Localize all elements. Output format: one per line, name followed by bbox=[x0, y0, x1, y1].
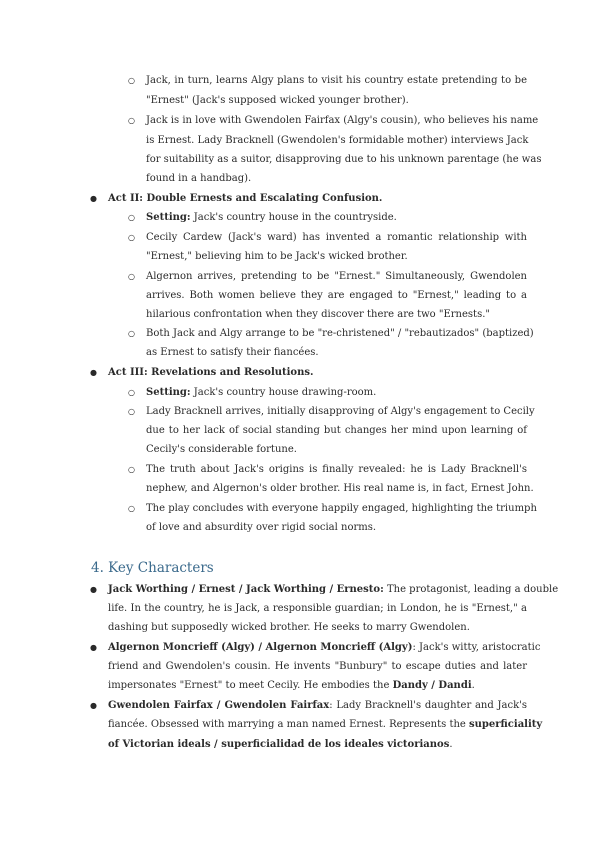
bold-term: superficiality bbox=[469, 719, 543, 730]
character-line bbox=[108, 583, 559, 596]
text-line: Lady Bracknell arrives, initially disapproving of Algy's engagement to Cecily bbox=[146, 406, 535, 417]
character-desc: The protagonist, leading a double bbox=[383, 584, 559, 595]
text-line: hilarious confrontation when they discover there are two "Ernests." bbox=[146, 309, 490, 320]
text-line bbox=[108, 718, 543, 731]
text-line: life. In the country, he is Jack, a responsible guardian; in London, he is "Ernest," a bbox=[108, 603, 527, 614]
text-line: Cecily's considerable fortune. bbox=[146, 444, 297, 455]
text-span: impersonates "Ernest" to meet Cecily. He embodies the bbox=[108, 680, 393, 691]
text-line: for suitability as a suitor, disapproving due to his unknown parentage (he was bbox=[146, 154, 542, 165]
text-line: of love and absurdity over rigid social norms. bbox=[146, 522, 377, 533]
text-line: found in a handbag). bbox=[146, 173, 252, 184]
section-heading: 4. Key Characters bbox=[91, 560, 214, 576]
character-name: Algernon Moncrieff (Algy) / Algernon Moncrieff (Algy) bbox=[108, 642, 413, 653]
text-line bbox=[108, 738, 453, 751]
hollow-bullet-icon: ○ bbox=[128, 504, 135, 513]
setting-label: Setting: bbox=[146, 387, 191, 398]
character-desc: : Jack's witty, aristocratic bbox=[412, 642, 541, 653]
hollow-bullet-icon: ○ bbox=[128, 407, 135, 416]
character-line bbox=[108, 641, 541, 654]
hollow-bullet-icon: ○ bbox=[128, 116, 135, 125]
text-span: fiancée. Obsessed with marrying a man named Ernest. Represents the bbox=[108, 719, 470, 730]
text-line: The play concludes with everyone happily engaged, highlighting the triumph bbox=[146, 503, 537, 514]
text-line: due to her lack of social standing but changes her mind upon learning of bbox=[146, 425, 527, 436]
character-name: Gwendolen Fairfax / Gwendolen Fairfax bbox=[108, 700, 330, 711]
text-line: Jack is in love with Gwendolen Fairfax (Algy's cousin), who believes his name bbox=[146, 115, 539, 126]
setting-text: Jack's country house in the countryside. bbox=[190, 212, 397, 223]
character-name: Jack Worthing / Ernest / Jack Worthing / Ernesto: bbox=[108, 584, 384, 595]
hollow-bullet-icon: ○ bbox=[128, 272, 135, 281]
text-line: Both Jack and Algy arrange to be "re-christened" / "rebautizados" (baptized) bbox=[146, 328, 534, 339]
text-line: friend and Gwendolen's cousin. He invents "Bunbury" to escape duties and later bbox=[108, 661, 527, 672]
text-line bbox=[146, 211, 397, 224]
character-line bbox=[108, 699, 527, 712]
text-line bbox=[108, 679, 475, 692]
filled-bullet-icon: ● bbox=[90, 643, 97, 652]
hollow-bullet-icon: ○ bbox=[128, 465, 135, 474]
text-line: "Ernest," believing him to be Jack's wicked brother. bbox=[146, 251, 408, 262]
bold-term: Dandy / Dandi bbox=[392, 680, 472, 691]
bold-term: of Victorian ideals / superficialidad de los ideales victorianos bbox=[108, 739, 450, 750]
character-desc: : Lady Bracknell's daughter and Jack's bbox=[329, 700, 528, 711]
text-span: . bbox=[471, 680, 475, 691]
act-heading: Act III: Revelations and Resolutions. bbox=[108, 367, 314, 378]
setting-label: Setting: bbox=[146, 212, 191, 223]
text-line: is Ernest. Lady Bracknell (Gwendolen's formidable mother) interviews Jack bbox=[146, 135, 529, 146]
setting-text: Jack's country house drawing-room. bbox=[190, 387, 377, 398]
text-line: Algernon arrives, pretending to be "Ernest." Simultaneously, Gwendolen bbox=[146, 271, 527, 282]
text-line: "Ernest" (Jack's supposed wicked younger brother). bbox=[146, 95, 409, 106]
text-span: . bbox=[449, 739, 453, 750]
filled-bullet-icon: ● bbox=[90, 585, 97, 594]
text-line: dashing but supposedly wicked brother. He seeks to marry Gwendolen. bbox=[108, 622, 470, 633]
text-line: nephew, and Algernon's older brother. His real name is, in fact, Ernest John. bbox=[146, 483, 534, 494]
text-line: The truth about Jack's origins is finally revealed: he is Lady Bracknell's bbox=[146, 464, 527, 475]
text-line: Jack, in turn, learns Algy plans to visit his country estate pretending to be bbox=[146, 75, 527, 86]
hollow-bullet-icon: ○ bbox=[128, 329, 135, 338]
hollow-bullet-icon: ○ bbox=[128, 233, 135, 242]
filled-bullet-icon: ● bbox=[90, 368, 97, 377]
hollow-bullet-icon: ○ bbox=[128, 388, 135, 397]
hollow-bullet-icon: ○ bbox=[128, 213, 135, 222]
filled-bullet-icon: ● bbox=[90, 194, 97, 203]
text-line: arrives. Both women believe they are engaged to "Ernest," leading to a bbox=[146, 290, 527, 301]
act-heading: Act II: Double Ernests and Escalating Confusion. bbox=[108, 193, 383, 204]
hollow-bullet-icon: ○ bbox=[128, 76, 135, 85]
text-line: as Ernest to satisfy their fiancées. bbox=[146, 347, 319, 358]
text-line: Cecily Cardew (Jack's ward) has invented a romantic relationship with bbox=[146, 232, 527, 243]
text-line bbox=[146, 386, 376, 399]
filled-bullet-icon: ● bbox=[90, 701, 97, 710]
